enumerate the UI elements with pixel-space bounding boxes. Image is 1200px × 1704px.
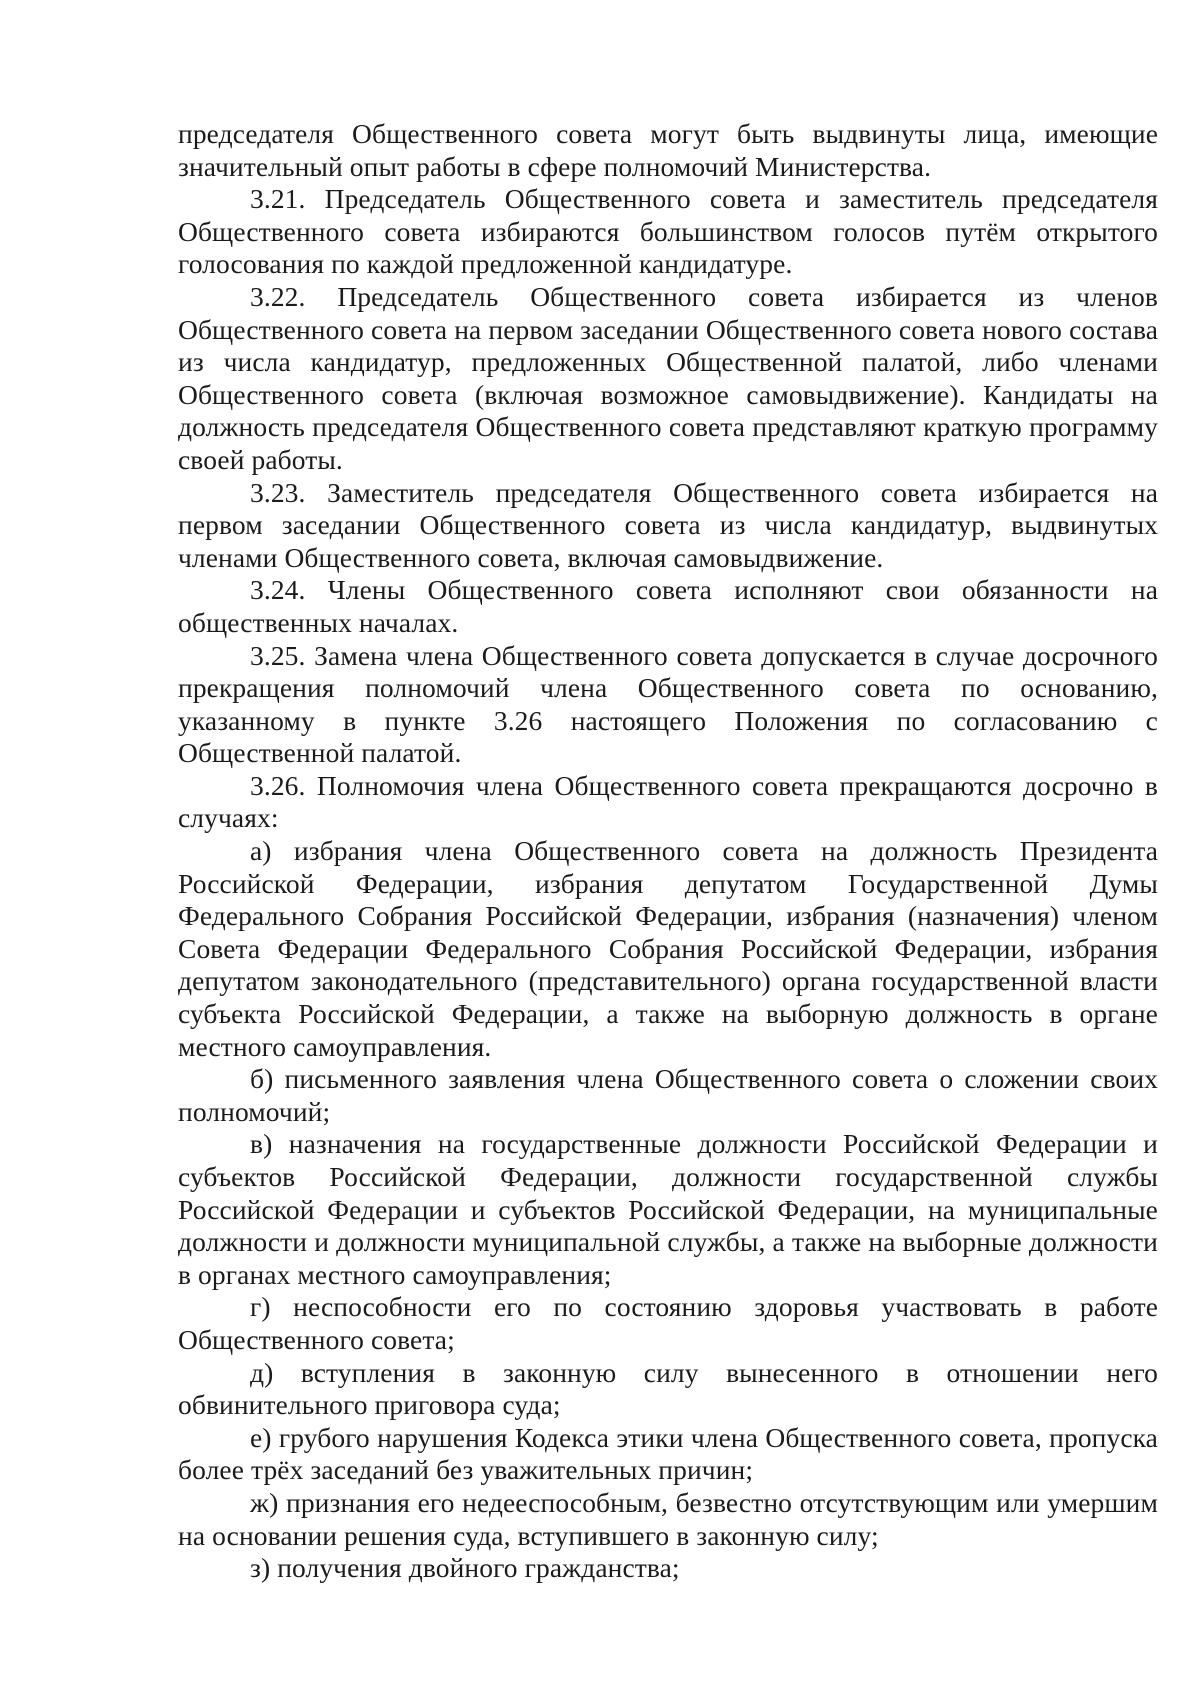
paragraph-continuation: председателя Общественного совета могут быть выдвинуты лица, имеющие значительный опыт работы в сфере полномочий Министерства. <box>178 118 1158 182</box>
document-body <box>178 118 1158 1585</box>
list-item-d: д) вступления в законную силу вынесенного в отношении него обвинительного приговора суда; <box>178 1356 1158 1421</box>
paragraph-3-26: 3.26. Полномочия члена Общественного совета прекращаются досрочно в случаях: <box>178 769 1158 834</box>
list-item-zh: ж) признания его недееспособным, безвестно отсутствующим или умершим на основании решения суда, вступившего в законную силу; <box>178 1486 1158 1551</box>
paragraph-3-23: 3.23. Заместитель председателя Общественного совета избирается на первом заседании Общественного совета из числа кандидатур, выдвинутых членами Общественного совета, включая самовыдвижение. <box>178 476 1158 573</box>
list-item-b: б) письменного заявления члена Общественного совета о сложении своих полномочий; <box>178 1063 1158 1127</box>
paragraph-3-21: 3.21. Председатель Общественного совета и заместитель председателя Общественного совета избираются большинством голосов путём открытого голосования по каждой предложенной кандидатуре. <box>178 183 1158 280</box>
paragraph-3-24: 3.24. Члены Общественного совета исполняют свои обязанности на общественных началах. <box>178 574 1158 638</box>
list-item-g: г) неспособности его по состоянию здоровья участвовать в работе Общественного совета; <box>178 1291 1158 1355</box>
list-item-z: з) получения двойного гражданства; <box>250 1552 680 1584</box>
list-item-v: в) назначения на государственные должности Российской Федерации и субъектов Российской Федерации, должности государственной службы Российской Федерации и субъектов Российской Федерации, на муниципальные должности и должности муниципальной службы, а также на выборные должности в органах местного самоуправления; <box>178 1128 1158 1290</box>
paragraph-3-25: 3.25. Замена члена Общественного совета допускается в случае досрочного прекращения полномочий члена Общественного совета по основанию, указанному в пункте 3.26 настоящего Положения по согласованию с Общественной палатой. <box>178 639 1158 769</box>
list-item-e: е) грубого нарушения Кодекса этики члена Общественного совета, пропуска более трёх заседаний без уважительных причин; <box>178 1421 1158 1486</box>
paragraph-3-22: 3.22. Председатель Общественного совета избирается из членов Общественного совета на первом заседании Общественного совета нового состава из числа кандидатур, предложенных Общественной палатой, либо членами Общественного совета (включая возможное самовыдвижение). Кандидаты на должность председателя Общественного совета представляют краткую программу своей работы. <box>178 280 1158 475</box>
list-item-a: а) избрания члена Общественного совета на должность Президента Российской Федерации, избрания депутатом Государственной Думы Федерального Собрания Российской Федерации, избрания (назначения) членом Совета Федерации Федерального Собрания Российской Федерации, избрания депутатом законодательного (представительного) органа государственной власти субъекта Российской Федерации, а также на выборную должность в органе местного самоуправления. <box>178 835 1158 1062</box>
